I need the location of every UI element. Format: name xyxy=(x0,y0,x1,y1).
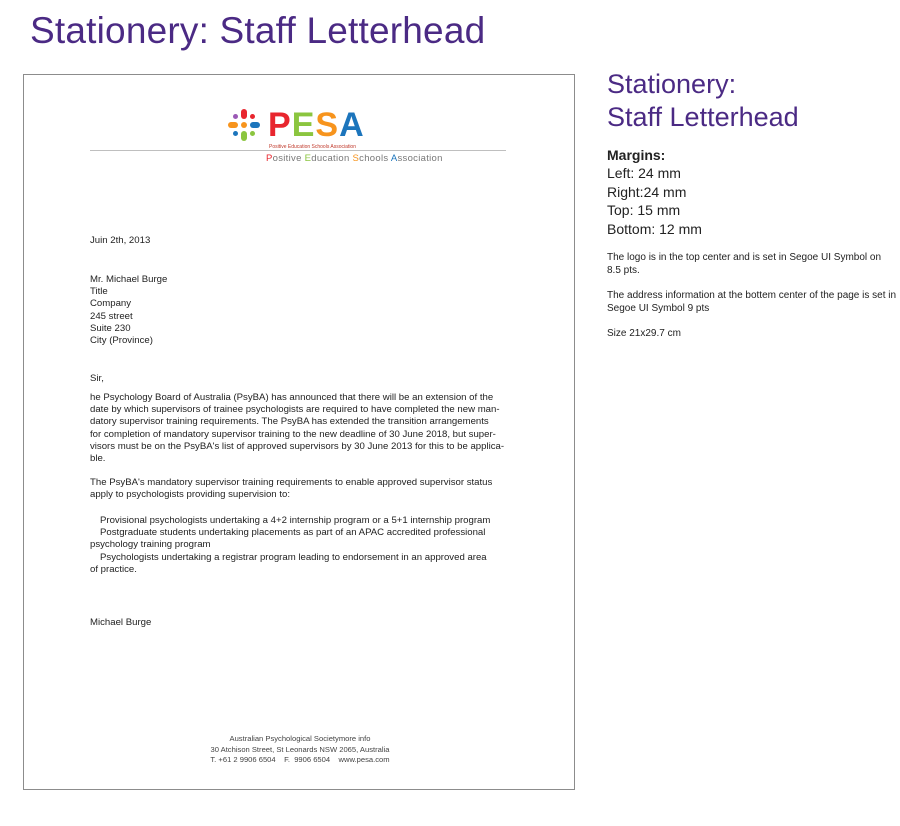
list-item: Postgraduate students undertaking placements as part of an APAC accredited professional xyxy=(100,527,486,539)
margin-label: Left: xyxy=(607,165,639,181)
margin-row xyxy=(607,164,897,183)
list-item: Provisional psychologists undertaking a 4+2 internship program or a 5+1 internship program xyxy=(100,515,491,526)
body-line: for completion of mandatory supervisor training to the new deadline of 30 June 2018, but super- xyxy=(90,428,496,440)
recipient-address xyxy=(90,274,167,347)
body-line: visors must be on the PsyBA's list of approved supervisors by 30 June 2013 for this to be applica- xyxy=(90,440,505,452)
spec-title-line: Staff Letterhead xyxy=(607,102,799,132)
body-line: The PsyBA's mandatory supervisor training requirements to enable approved supervisor status xyxy=(90,477,493,489)
tagline-part: ositive xyxy=(272,153,305,164)
address-line: City (Province) xyxy=(90,335,153,347)
body-paragraph xyxy=(90,477,508,501)
spec-panel xyxy=(607,68,897,340)
logo-letter: E xyxy=(291,106,316,144)
signature-name: Michael Burge xyxy=(90,617,152,628)
spec-title-line: Stationery: xyxy=(607,69,737,99)
header-rule xyxy=(90,150,506,151)
address-line: 245 street xyxy=(90,310,133,322)
body-line: date by which supervisors of trainee psychologists are required to have completed the new man- xyxy=(90,404,500,416)
margin-value: 15 mm xyxy=(637,202,681,218)
letterhead-page xyxy=(23,74,575,790)
pesa-cross-logo-icon xyxy=(226,107,262,143)
address-line: Suite 230 xyxy=(90,322,131,334)
list-item: psychology training program xyxy=(90,539,211,551)
salutation: Sir, xyxy=(90,373,104,384)
body-paragraph xyxy=(90,392,508,465)
margin-label: Top: xyxy=(607,202,638,218)
footer-line: Australian Psychological Societymore info xyxy=(229,734,371,743)
margin-value: 24 mm xyxy=(643,183,687,200)
logo-letter: A xyxy=(339,106,365,144)
bullet-list xyxy=(90,515,508,576)
address-line: Mr. Michael Burge xyxy=(90,274,168,285)
tagline-part: S xyxy=(352,153,360,164)
logo-small-text: Positive Education Schools Association xyxy=(269,144,356,150)
margin-label: Bottom: xyxy=(607,220,660,237)
tagline-part: ducation xyxy=(311,153,353,164)
list-item: Psychologists undertaking a registrar program leading to endorsement in an approved area xyxy=(100,551,487,563)
tagline-part: chools xyxy=(359,153,391,164)
logo-letter: P xyxy=(268,106,292,144)
body-line: ble. xyxy=(90,453,106,465)
margin-value: 24 mm xyxy=(638,165,681,181)
tagline-part: A xyxy=(390,153,398,164)
size-note: Size 21x29.7 cm xyxy=(607,328,681,339)
tagline-part: E xyxy=(304,153,312,164)
letter-footer xyxy=(24,734,576,766)
tagline-part: ssociation xyxy=(397,153,443,164)
logo-wordmark xyxy=(268,108,365,142)
footer-line: T. +61 2 9906 6504 F. 9906 6504 www.pesa.com xyxy=(210,755,390,764)
margin-row xyxy=(607,201,897,220)
spec-title xyxy=(607,68,897,134)
page-title: Stationery: Staff Letterhead xyxy=(30,10,486,51)
margin-value: 12 mm xyxy=(659,220,702,237)
letter-body xyxy=(90,392,508,514)
letter-date: Juin 2th, 2013 xyxy=(90,235,151,246)
body-line: apply to psychologists providing supervision to: xyxy=(90,489,290,501)
margin-label: Right: xyxy=(607,183,644,200)
margin-row xyxy=(607,183,897,202)
address-line: Company xyxy=(90,298,132,310)
logo-letter: S xyxy=(315,106,340,144)
logo-tagline xyxy=(266,153,443,164)
tagline-part: P xyxy=(266,153,273,164)
margin-row xyxy=(607,220,897,239)
body-line: he Psychology Board of Australia (PsyBA) has announced that there will be an extension of the xyxy=(90,392,494,403)
body-line: datory supervisor training requirements. The PsyBA has extended the transition arrangements xyxy=(90,416,489,428)
margins-heading: Margins: xyxy=(607,147,666,163)
address-note: The address information at the bottem center of the page is set in Segoe UI Symbol 9 pts xyxy=(607,290,897,314)
footer-line: 30 Atchison Street, St Leonards NSW 2065, Australia xyxy=(210,744,390,754)
address-line: Title xyxy=(90,286,108,298)
list-item: of practice. xyxy=(90,563,137,575)
logo-note: The logo is in the top center and is set in Segoe UI Symbol on 8.5 pts. xyxy=(607,252,882,276)
